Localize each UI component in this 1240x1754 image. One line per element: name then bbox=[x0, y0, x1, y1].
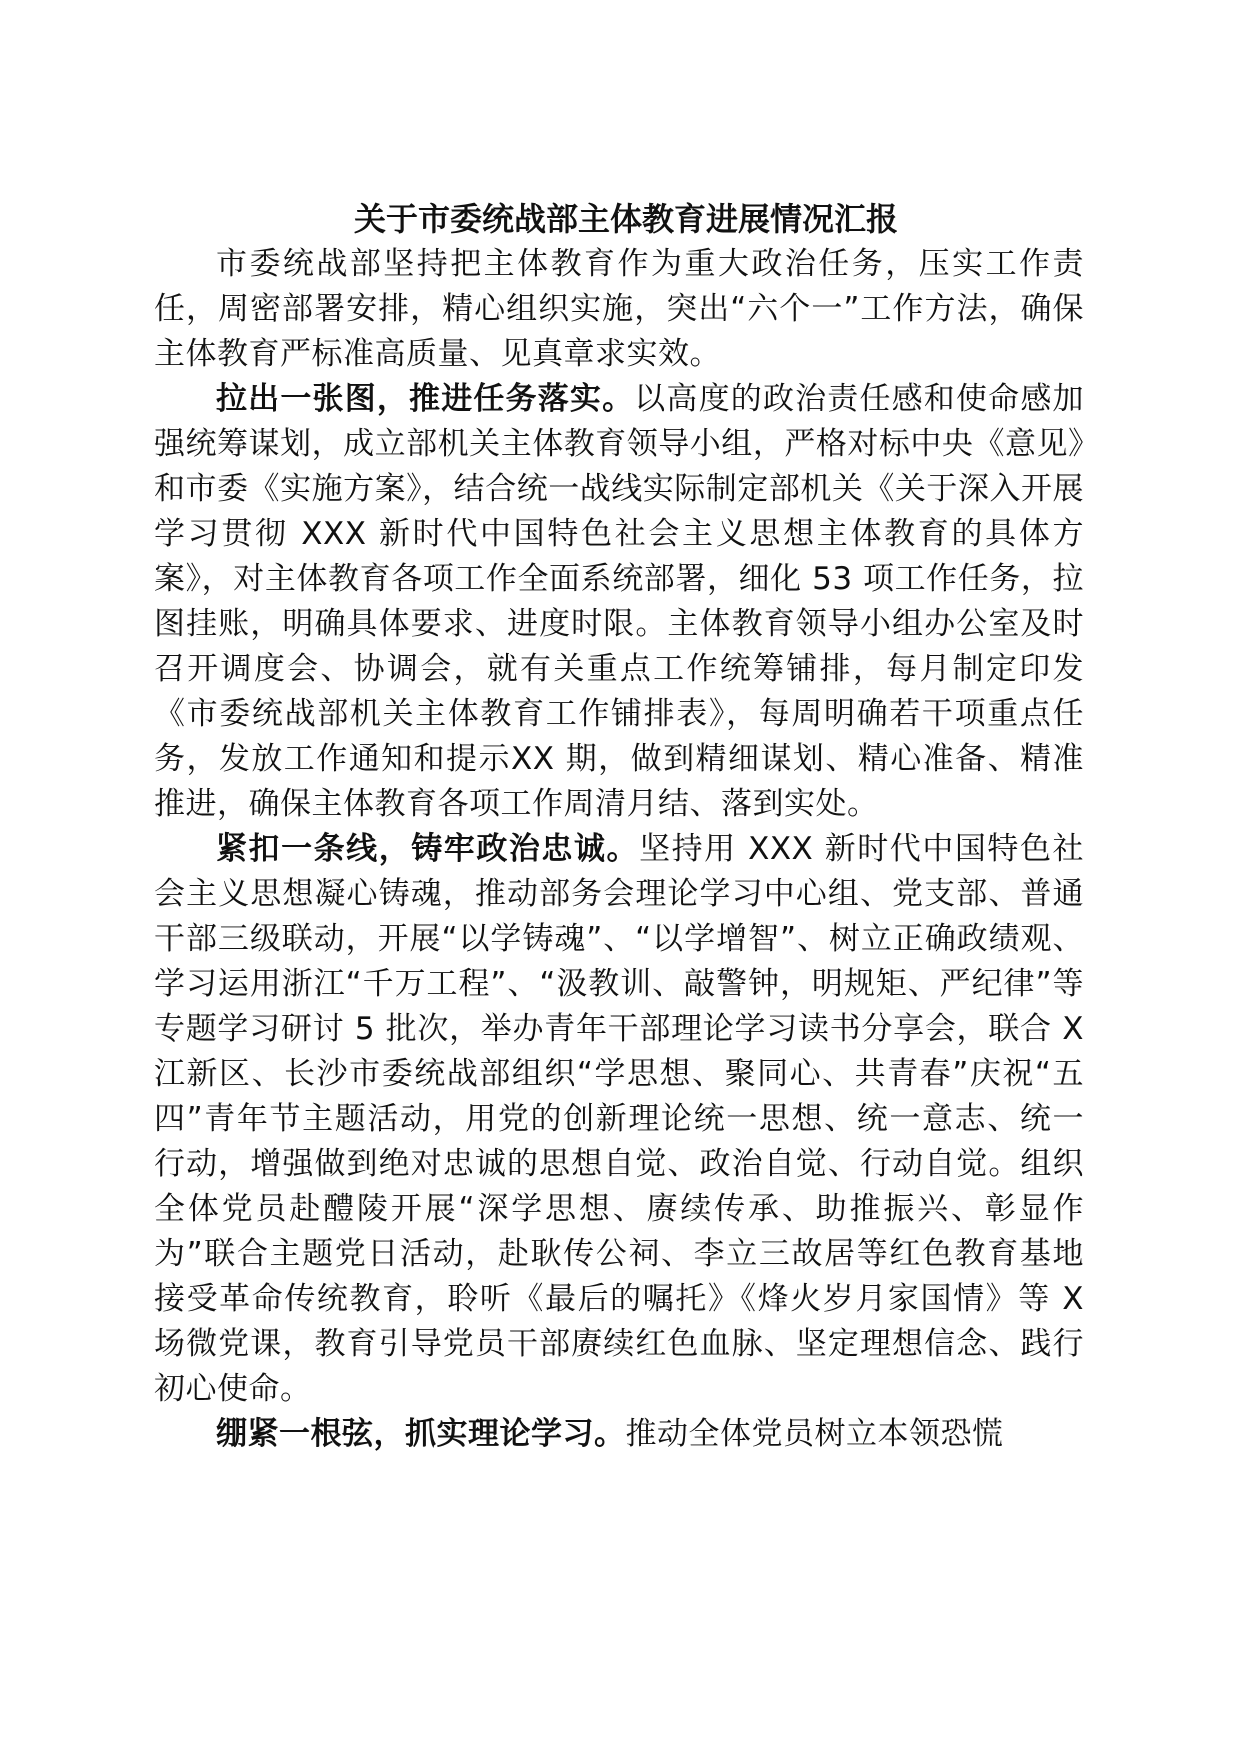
section-paragraph-1 bbox=[154, 377, 1084, 827]
section-body-2: 坚持用 XXX 新时代中国特色社会主义思想凝心铸魂，推动部务会理论学习中心组、党支部、普通干部三级联动，开展“以学铸魂”、“以学增智”、树立正确政绩观、学习运用浙江“千万工程”、“汲教训、敲警钟，明规矩、严纪律”等专题学习研讨 5 批次，举办青年干部理论学习读书分享会，联合 X 江新区、长沙市委统战部组织“学思想、聚同心、共青春”庆祝“五四”青年节主题活动，用党的创新理论统一思想、统一意志、统一行动，增强做到绝对忠诚的思想自觉、政治自觉、行动自觉。组织全体党员赴醴陵开展“深学思想、赓续传承、助推振兴、彰显作为”联合主题党日活动，赴耿传公祠、李立三故居等红色教育基地接受革命传统教育，聆听《最后的嘱托》《烽火岁月家国情》等 X 场微党课，教育引导党员干部赓续红色血脉、坚定理想信念、践行初心使命。 bbox=[154, 831, 1084, 1407]
section-heading-1: 拉出一张图，推进任务落实。 bbox=[216, 381, 635, 417]
section-heading-3: 绷紧一根弦，抓实理论学习。 bbox=[216, 1416, 626, 1452]
section-heading-2: 紧扣一条线，铸牢政治忠诚。 bbox=[216, 831, 640, 867]
document-title: 关于市委统战部主体教育进展情况汇报 bbox=[353, 200, 898, 238]
document-body bbox=[154, 196, 1084, 1457]
section-body-1: 以高度的政治责任感和使命感加强统筹谋划，成立部机关主体教育领导小组，严格对标中央《意见》和市委《实施方案》，结合统一战线实际制定部机关《关于深入开展学习贯彻 XXX 新时代中国特色社会主义思想主体教育的具体方案》，对主体教育各项工作全面系统部署，细化 53 项工作任务，拉图挂账，明确具体要求、进度时限。主体教育领导小组办公室及时召开调度会、协调会，就有关重点工作统筹铺排，每月制定印发《市委统战部机关主体教育工作铺排表》，每周明确若干项重点任务，发放工作通知和提示XX 期，做到精细谋划、精心准备、精准推进，确保主体教育各项工作周清月结、落到实处。 bbox=[154, 381, 1084, 822]
section-body-3: 推动全体党员树立本领恐慌 bbox=[625, 1416, 1004, 1452]
section-paragraph-2 bbox=[154, 827, 1084, 1412]
section-paragraph-3 bbox=[154, 1412, 1084, 1457]
intro-paragraph: 市委统战部坚持把主体教育作为重大政治任务，压实工作责任，周密部署安排，精心组织实施，突出“六个一”工作方法，确保主体教育严标准高质量、见真章求实效。 bbox=[154, 246, 1084, 372]
